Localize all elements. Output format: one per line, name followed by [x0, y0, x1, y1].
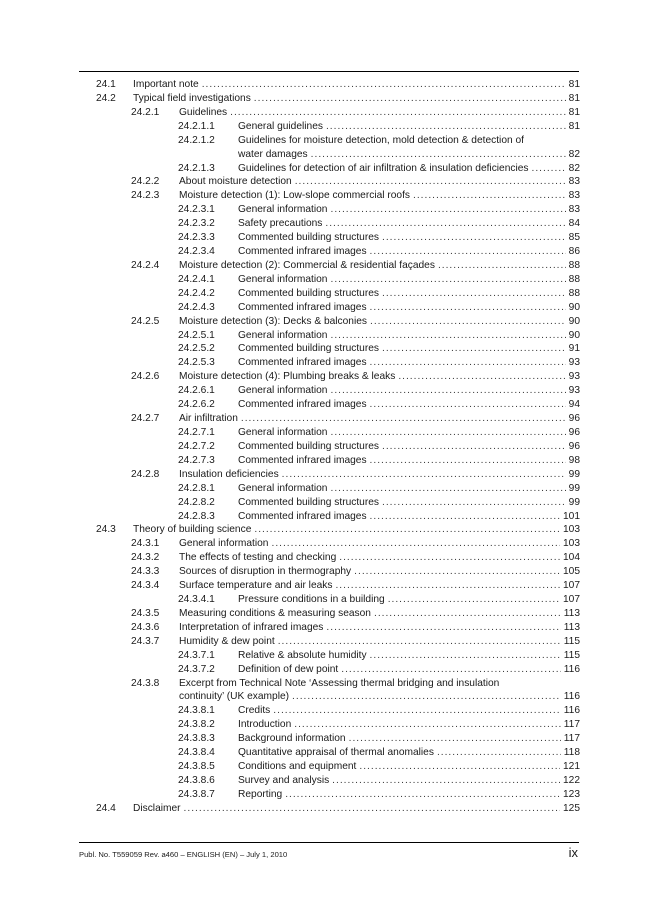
leader-dots [339, 551, 560, 565]
toc-entry[interactable] [0, 384, 654, 398]
toc-entry[interactable] [0, 92, 654, 106]
footer-page-number: ix [568, 845, 578, 860]
toc-entry-title: Commented infrared images [238, 510, 367, 522]
toc-entry-number: 24.3.6 [131, 621, 160, 633]
toc-entry-page: 83 [568, 176, 580, 188]
toc-entry-page: 103 [563, 524, 580, 536]
toc-entry[interactable] [0, 370, 654, 384]
toc-entry-number: 24.2.3.2 [178, 218, 215, 230]
toc-entry-number: 24.2.3.3 [178, 232, 215, 244]
toc-entry-title: Moisture detection (1): Low-slope commercial roofs [179, 190, 411, 202]
toc-entry-number: 24.3.7 [131, 635, 160, 647]
toc-entry-title: Commented building structures [238, 287, 379, 299]
leader-dots [359, 760, 560, 774]
toc-entry[interactable] [0, 231, 654, 245]
toc-entry-title: General guidelines [238, 120, 323, 132]
toc-entry[interactable] [0, 440, 654, 454]
toc-entry-page: 82 [568, 162, 580, 174]
toc-entry[interactable] [0, 259, 654, 273]
leader-dots [382, 440, 566, 454]
toc-entry[interactable] [0, 607, 654, 621]
toc-entry-title: Disclaimer [133, 802, 181, 814]
toc-entry-title: Pressure conditions in a building [238, 594, 385, 606]
toc-entry-title: Commented building structures [238, 440, 379, 452]
toc-entry-title: Reporting [238, 788, 283, 800]
toc-entry-title: Quantitative appraisal of thermal anomalies [238, 747, 434, 759]
toc-entry-page: 116 [563, 691, 580, 703]
toc-entry-number: 24.3.5 [131, 607, 160, 619]
toc-entry[interactable] [0, 342, 654, 356]
toc-entry[interactable] [0, 649, 654, 663]
leader-dots [311, 148, 566, 162]
toc-entry-number: 24.2.1.2 [178, 134, 215, 146]
toc-entry-title: Moisture detection (4): Plumbing breaks & leaks [179, 371, 396, 383]
toc-entry-page: 88 [568, 259, 580, 271]
toc-entry-page: 117 [563, 719, 580, 731]
toc-entry-number: 24.2.6.1 [178, 385, 215, 397]
toc-entry-page: 93 [568, 357, 580, 369]
leader-dots [335, 579, 560, 593]
toc-entry-number: 24.3.8.1 [178, 705, 215, 717]
toc-entry-title: Commented building structures [238, 343, 379, 355]
toc-entry[interactable] [0, 287, 654, 301]
leader-dots [332, 774, 560, 788]
toc-entry[interactable] [0, 120, 654, 134]
toc-entry[interactable] [0, 635, 654, 649]
toc-entry-number: 24.3.8.2 [178, 719, 215, 731]
toc-entry-page: 81 [568, 106, 580, 118]
leader-dots [278, 635, 561, 649]
leader-dots [282, 468, 566, 482]
toc-entry-page: 81 [568, 120, 580, 132]
toc-entry-page: 90 [568, 329, 580, 341]
toc-entry-page: 94 [568, 399, 580, 411]
toc-entry-number: 24.1 [96, 79, 116, 90]
toc-entry-page: 103 [563, 538, 580, 550]
toc-entry[interactable] [0, 593, 654, 607]
toc-entry-page: 117 [563, 733, 580, 745]
toc-entry-page: 96 [568, 427, 580, 438]
toc-entry-page: 116 [563, 705, 580, 717]
leader-dots [330, 426, 565, 440]
toc-entry-number: 24.2.6.2 [178, 399, 215, 411]
toc-entry-title: Commented infrared images [238, 246, 367, 258]
toc-entry[interactable] [0, 356, 654, 370]
toc-entry-page: 99 [568, 496, 580, 508]
toc-entry-page: 123 [563, 788, 580, 800]
toc-entry-number: 24.2.3.4 [178, 246, 215, 258]
toc-entry-page: 125 [563, 802, 580, 814]
toc-entry-title: Humidity & dew point [179, 635, 275, 647]
footer-publication: Publ. No. T559059 Rev. a460 – ENGLISH (EN) – July 1, 2010 [79, 850, 288, 859]
toc-entry-number: 24.2.5.3 [178, 357, 215, 369]
toc-entry-page: 107 [563, 580, 580, 592]
toc-entry-page: 83 [568, 204, 580, 216]
toc-entry-page: 91 [568, 343, 580, 355]
toc-entry-page: 86 [568, 246, 580, 258]
toc-entry-title: Air infiltration [179, 413, 238, 425]
toc-entry-page: 101 [563, 510, 580, 522]
toc-entry-number: 24.3.7.2 [178, 663, 215, 675]
toc-entry[interactable] [0, 663, 654, 677]
toc-entry-title: Moisture detection (2): Commercial & residential façades [179, 259, 435, 271]
toc-entry[interactable] [0, 468, 654, 482]
leader-dots [354, 565, 560, 579]
leader-dots [325, 217, 565, 231]
leader-dots [437, 746, 561, 760]
toc-entry-continuation[interactable] [0, 690, 654, 704]
toc-entry-number: 24.3.3 [131, 566, 160, 578]
toc-entry-title: About moisture detection [179, 176, 292, 188]
toc-entry-number: 24.3.7.1 [178, 649, 215, 661]
toc-entry-page: 93 [568, 371, 580, 383]
toc-entry-page: 81 [568, 79, 580, 90]
toc-entry-title: Guidelines [179, 106, 228, 118]
toc-entry-number: 24.3.1 [131, 538, 160, 550]
toc-entry-page: 118 [563, 747, 580, 759]
leader-dots [273, 704, 560, 718]
toc-entry[interactable] [0, 134, 654, 148]
leader-dots [254, 92, 566, 106]
toc-entry[interactable] [0, 78, 654, 92]
toc-entry-number: 24.2.6 [131, 371, 160, 383]
leader-dots [370, 454, 566, 468]
toc-entry[interactable] [0, 774, 654, 788]
leader-dots [370, 315, 566, 329]
toc-entry-title: General information [238, 204, 328, 216]
toc-entry[interactable] [0, 677, 654, 691]
toc-entry-number: 24.2.5.2 [178, 343, 215, 355]
leader-dots [370, 649, 561, 663]
toc-entry-title: Typical field investigations [133, 92, 251, 104]
toc-entry-page: 113 [563, 621, 580, 633]
leader-dots [254, 523, 560, 537]
toc-entry-title: Theory of building science [133, 524, 252, 536]
leader-dots [184, 802, 560, 816]
leader-dots [382, 496, 566, 510]
toc-entry-page: 99 [568, 482, 580, 494]
toc-entry-number: 24.2.3 [131, 190, 160, 202]
toc-entry-page: 113 [563, 607, 580, 619]
leader-dots [370, 510, 560, 524]
toc-entry[interactable] [0, 704, 654, 718]
leader-dots [532, 162, 566, 176]
leader-dots [382, 287, 566, 301]
leader-dots [388, 593, 560, 607]
toc-entry[interactable] [0, 746, 654, 760]
toc-entry-number: 24.2.1.3 [178, 162, 215, 174]
toc-entry[interactable] [0, 175, 654, 189]
leader-dots [370, 398, 566, 412]
toc-entry-page: 96 [568, 413, 580, 425]
leader-dots [241, 412, 566, 426]
toc-entry[interactable] [0, 412, 654, 426]
toc-entry-title: General information [238, 482, 328, 494]
toc-entry-title: The effects of testing and checking [179, 552, 337, 564]
leader-dots [330, 203, 565, 217]
toc-entry[interactable] [0, 426, 654, 440]
leader-dots [349, 732, 561, 746]
toc-entry-page: 115 [563, 635, 580, 647]
toc-entry-number: 24.2.4 [131, 259, 160, 271]
toc-entry-number: 24.2.1 [131, 106, 160, 118]
leader-dots [330, 482, 565, 496]
toc-entry-title: Definition of dew point [238, 663, 339, 675]
leader-dots [330, 384, 565, 398]
toc-entry-page: 85 [568, 232, 580, 244]
toc-entry-page: 88 [568, 287, 580, 299]
toc-entry-number: 24.2.4.3 [178, 301, 215, 313]
toc-entry[interactable] [0, 537, 654, 551]
toc-entry-title: Safety precautions [238, 218, 323, 230]
toc-entry-page: 107 [563, 594, 580, 606]
toc-entry-number: 24.2.7 [131, 413, 160, 425]
leader-dots [413, 189, 566, 203]
toc-entry-title: Survey and analysis [238, 775, 330, 786]
toc-entry-number: 24.3.8.4 [178, 747, 215, 759]
toc-entry-number: 24.2.5.1 [178, 329, 215, 341]
toc-entry-title: General information [238, 427, 328, 438]
toc-entry-page: 83 [568, 190, 580, 202]
leader-dots [285, 788, 560, 802]
toc-entry-number: 24.2.5 [131, 315, 160, 327]
toc-entry-page: 82 [568, 148, 580, 160]
toc-entry[interactable] [0, 162, 654, 176]
leader-dots [370, 356, 566, 370]
toc-entry[interactable] [0, 315, 654, 329]
toc-entry-page: 96 [568, 440, 580, 452]
toc-entry[interactable] [0, 398, 654, 412]
toc-entry-title: Excerpt from Technical Note ‘Assessing thermal bridging and insulation [179, 677, 500, 689]
toc-entry[interactable] [0, 732, 654, 746]
toc-entry-title: Commented infrared images [238, 399, 367, 411]
toc-entry[interactable] [0, 496, 654, 510]
toc-entry-number: 24.2.8.2 [178, 496, 215, 508]
toc-entry-page: 93 [568, 385, 580, 397]
toc-entry-title: Interpretation of infrared images [179, 621, 324, 633]
toc-entry-number: 24.2.4.2 [178, 287, 215, 299]
toc-entry-title: Moisture detection (3): Decks & balconies [179, 315, 367, 327]
toc-entry[interactable] [0, 301, 654, 315]
toc-entry-title: Commented infrared images [238, 301, 367, 313]
leader-dots [330, 273, 565, 287]
toc-entry-number: 24.2.2 [131, 176, 160, 188]
toc-entry-number: 24.3.8.3 [178, 733, 215, 745]
toc-entry[interactable] [0, 454, 654, 468]
leader-dots [294, 718, 561, 732]
toc-entry[interactable] [0, 802, 654, 816]
toc-entry-title: Conditions and equipment [238, 761, 357, 773]
toc-entry[interactable] [0, 245, 654, 259]
toc-entry-number: 24.2.8 [131, 468, 160, 480]
leader-dots [326, 621, 560, 635]
toc-entry[interactable] [0, 523, 654, 537]
toc-entry-number: 24.2 [96, 92, 116, 104]
leader-dots [341, 663, 561, 677]
toc-entry-number: 24.2.8.1 [178, 482, 215, 494]
toc-entry-number: 24.3.8 [131, 677, 160, 689]
leader-dots [382, 231, 566, 245]
toc-entry-title: Commented building structures [238, 232, 379, 244]
leader-dots [374, 607, 561, 621]
toc-entry-number: 24.3.8.5 [178, 761, 215, 773]
leader-dots [438, 259, 566, 273]
toc-entry-title: Surface temperature and air leaks [179, 580, 333, 592]
toc-entry-title: Commented infrared images [238, 454, 367, 466]
toc-entry-title: Relative & absolute humidity [238, 649, 367, 661]
toc-entry[interactable] [0, 760, 654, 774]
toc-entry-title: Background information [238, 733, 346, 745]
toc-entry[interactable] [0, 579, 654, 593]
toc-entry[interactable] [0, 106, 654, 120]
leader-dots [398, 370, 565, 384]
leader-dots [230, 106, 566, 120]
toc-entry-title: Commented infrared images [238, 357, 367, 369]
toc-entry-number: 24.3.2 [131, 552, 160, 564]
toc-entry-title: Guidelines for moisture detection, mold detection & detection of [238, 134, 524, 146]
toc-entry-page: 121 [563, 761, 580, 773]
toc-entry[interactable] [0, 189, 654, 203]
toc-entry-title: Introduction [238, 719, 292, 731]
toc-entry[interactable] [0, 621, 654, 635]
toc-entry-number: 24.2.7.1 [178, 427, 215, 438]
toc-entry[interactable] [0, 203, 654, 217]
leader-dots [202, 78, 566, 92]
toc-entry-title: Measuring conditions & measuring season [179, 607, 371, 619]
leader-dots [295, 175, 566, 189]
toc-entry-number: 24.2.7.3 [178, 454, 215, 466]
toc-entry[interactable] [0, 217, 654, 231]
toc-entry-title-line2: continuity’ (UK example) [179, 691, 290, 703]
leader-dots [370, 301, 566, 315]
toc-entry-page: 98 [568, 454, 580, 466]
toc-entry-page: 88 [568, 273, 580, 285]
toc-entry-title: Credits [238, 705, 271, 717]
toc-entry[interactable] [0, 329, 654, 343]
bottom-rule [79, 842, 579, 843]
toc-entry-number: 24.2.4.1 [178, 273, 215, 285]
toc-entry-title: Commented building structures [238, 496, 379, 508]
toc-entry-page: 104 [563, 552, 580, 564]
toc-entry-title: General information [238, 329, 328, 341]
toc-entry[interactable] [0, 551, 654, 565]
toc-entry-number: 24.2.8.3 [178, 510, 215, 522]
toc-entry-number: 24.2.7.2 [178, 440, 215, 452]
toc-entry-title: Important note [133, 79, 199, 90]
toc-entry-page: 122 [563, 775, 580, 786]
toc-entry-page: 116 [563, 663, 580, 675]
leader-dots [326, 120, 566, 134]
leader-dots [330, 329, 565, 343]
toc-entry-number: 24.2.1.1 [178, 120, 215, 132]
toc-entry-title: Sources of disruption in thermography [179, 566, 352, 578]
leader-dots [382, 342, 566, 356]
toc-entry-number: 24.3.4.1 [178, 594, 215, 606]
toc-entry-number: 24.3.4 [131, 580, 160, 592]
toc-entry[interactable] [0, 510, 654, 524]
leader-dots [292, 690, 561, 704]
toc-entry-title: Insulation deficiencies [179, 468, 279, 480]
toc-entry-number: 24.4 [96, 802, 116, 814]
toc-entry[interactable] [0, 273, 654, 287]
toc-entry[interactable] [0, 788, 654, 802]
toc-entry-page: 90 [568, 315, 580, 327]
toc-entry[interactable] [0, 482, 654, 496]
toc-entry-page: 115 [563, 649, 580, 661]
leader-dots [271, 537, 560, 551]
toc-entry-page: 105 [563, 566, 580, 578]
toc-entry-title: General information [238, 385, 328, 397]
toc-entry[interactable] [0, 718, 654, 732]
toc-entry-continuation[interactable] [0, 148, 654, 162]
toc-entry-title: General information [179, 538, 269, 550]
leader-dots [370, 245, 566, 259]
toc-entry-title: General information [238, 273, 328, 285]
toc-entry-number: 24.3.8.7 [178, 788, 215, 800]
toc-entry-number: 24.3.8.6 [178, 775, 215, 786]
toc-entry-number: 24.2.3.1 [178, 204, 215, 216]
toc-entry[interactable] [0, 565, 654, 579]
toc-entry-title-line2: water damages [238, 148, 308, 160]
toc-entry-page: 99 [568, 468, 580, 480]
toc-entry-title: Guidelines for detection of air infiltration & insulation deficiencies [238, 162, 529, 174]
toc-entry-page: 90 [568, 301, 580, 313]
toc-entry-number: 24.3 [96, 524, 116, 536]
top-rule [79, 71, 579, 72]
toc-entry-page: 81 [568, 92, 580, 104]
toc-entry-page: 84 [568, 218, 580, 230]
